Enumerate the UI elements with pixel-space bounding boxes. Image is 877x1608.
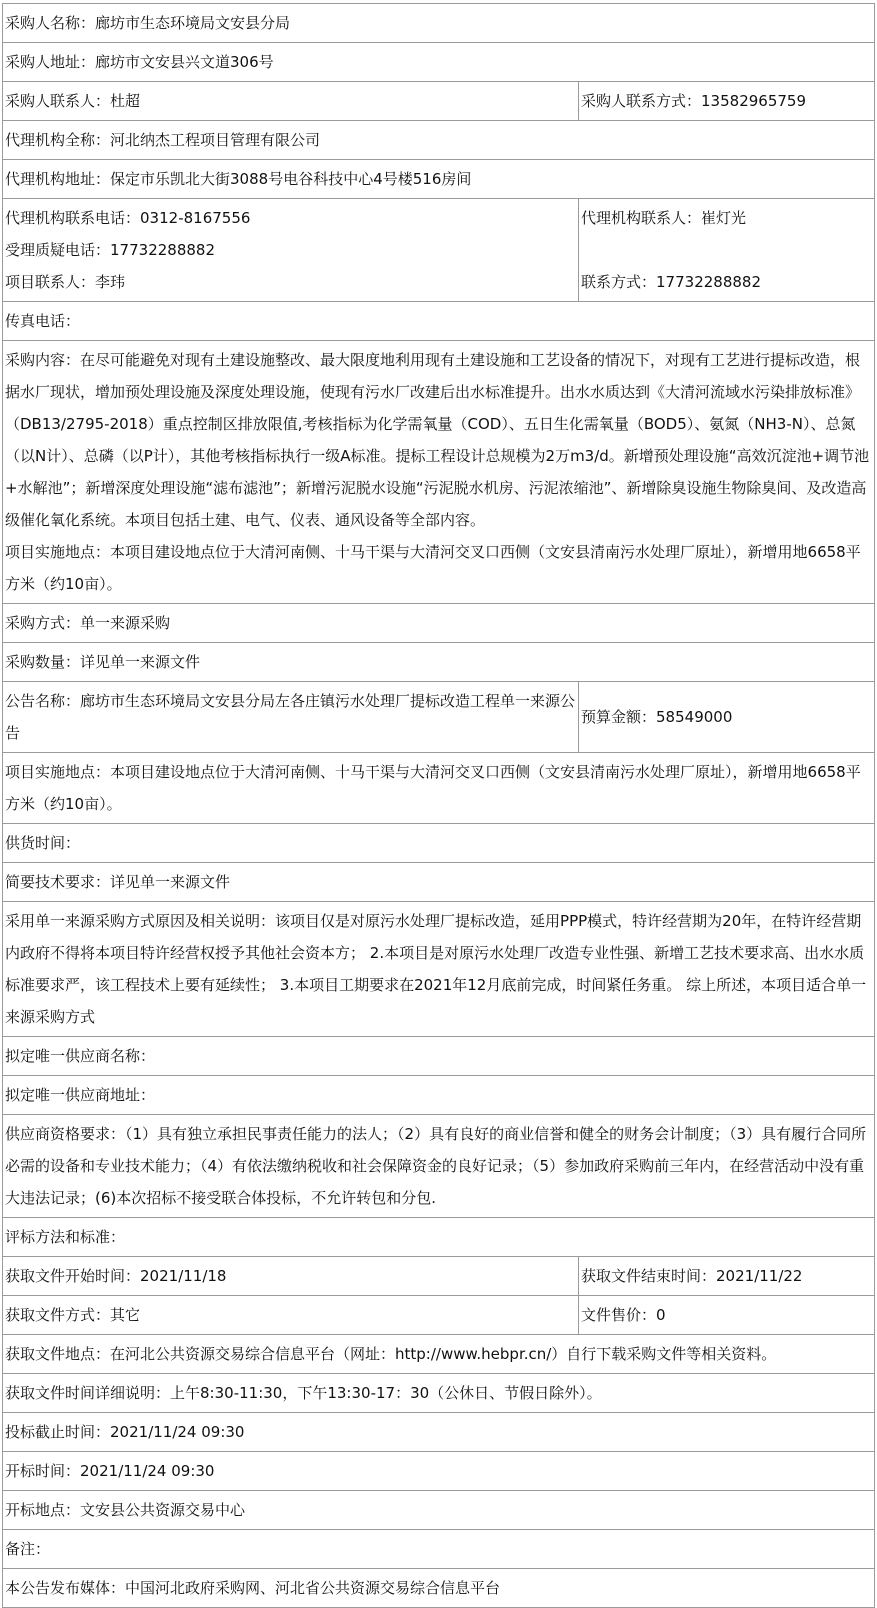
row-purchaser-name xyxy=(3,4,875,43)
purchaser-phone-cell xyxy=(579,82,875,121)
purchaser-phone-value: 13582965759 xyxy=(701,92,806,110)
doc-time-detail-label: 获取文件时间详细说明： xyxy=(5,1384,171,1402)
media-label: 本公告发布媒体： xyxy=(5,1579,126,1597)
site-2-cell xyxy=(3,753,875,824)
bid-open-time-value: 2021/11/24 09:30 xyxy=(80,1462,215,1480)
project-contact-line xyxy=(5,266,576,298)
qualification-label: 供应商资格要求： xyxy=(5,1125,126,1143)
bid-open-place-value: 文安县公共资源交易中心 xyxy=(80,1501,246,1519)
agency-phone-line xyxy=(5,202,576,234)
media-cell xyxy=(3,1569,875,1608)
content-label: 采购内容： xyxy=(5,351,81,369)
bid-open-time-cell xyxy=(3,1452,875,1491)
row-doc-start xyxy=(3,1257,875,1296)
doc-end-value: 2021/11/22 xyxy=(716,1267,803,1285)
agency-address-label: 代理机构地址： xyxy=(5,170,111,188)
bid-deadline-label: 投标截止时间： xyxy=(5,1423,111,1441)
row-purchaser-address xyxy=(3,43,875,82)
doc-start-cell xyxy=(3,1257,579,1296)
method-value: 单一来源采购 xyxy=(80,614,171,632)
supplier-name-label: 拟定唯一供应商名称： xyxy=(5,1047,156,1065)
notice-name-cell xyxy=(3,682,579,753)
row-doc-time-detail xyxy=(3,1374,875,1413)
row-bid-deadline xyxy=(3,1413,875,1452)
project-contact-label: 项目联系人： xyxy=(5,273,96,291)
notice-name-value: 廊坊市生态环境局文安县分局左各庄镇污水处理厂提标改造工程单一来源公告 xyxy=(5,692,576,742)
doc-time-detail-cell xyxy=(3,1374,875,1413)
doc-method-label: 获取文件方式： xyxy=(5,1306,111,1324)
bid-open-time-label: 开标时间： xyxy=(5,1462,81,1480)
empty-line xyxy=(581,234,872,266)
row-notice-name xyxy=(3,682,875,753)
doc-price-label: 文件售价： xyxy=(581,1306,657,1324)
doc-end-label: 获取文件结束时间： xyxy=(581,1267,717,1285)
supply-time-cell xyxy=(3,824,875,863)
agency-address-cell xyxy=(3,160,875,199)
complaint-phone-line xyxy=(5,234,576,266)
row-tech-req xyxy=(3,863,875,902)
row-evaluation xyxy=(3,1218,875,1257)
doc-price-value: 0 xyxy=(656,1306,666,1324)
agency-phone-cell xyxy=(3,199,579,302)
doc-place-cell xyxy=(3,1335,875,1374)
row-purchaser-contact xyxy=(3,82,875,121)
agency-phone-label: 代理机构联系电话： xyxy=(5,209,141,227)
media-value: 中国河北政府采购网、河北省公共资源交易综合信息平台 xyxy=(125,1579,501,1597)
bid-open-place-cell xyxy=(3,1491,875,1530)
agency-name-label: 代理机构全称： xyxy=(5,131,111,149)
tech-req-label: 简要技术要求： xyxy=(5,873,111,891)
reason-value: 该项目仅是对原污水处理厂提标改造，延用PPP模式，特许经营期为20年，在特许经营期内政府不得将本项目特许经营权授予其他社会资本方； 2.本项目是对原污水处理厂改造专业性强、新增工艺技术要求高、出水水质标准要求严，该工程技术上要有延续性； 3.本项目工期要求在2021年12月底前完成，时间紧任务重。 综上所述，本项目适合单一来源采购方式 xyxy=(5,912,867,1026)
reason-cell xyxy=(3,902,875,1037)
complaint-phone-label: 受理质疑电话： xyxy=(5,241,111,259)
purchaser-contact-cell xyxy=(3,82,579,121)
doc-price-cell xyxy=(579,1296,875,1335)
purchaser-contact-value: 杜超 xyxy=(110,92,141,110)
row-qualification xyxy=(3,1115,875,1218)
quantity-value: 详见单一来源文件 xyxy=(80,653,201,671)
purchaser-contact-label: 采购人联系人： xyxy=(5,92,111,110)
budget-value: 58549000 xyxy=(656,708,733,726)
procurement-notice-table xyxy=(2,3,875,1608)
site-1-label: 项目实施地点： xyxy=(5,543,111,561)
complaint-phone-value: 17732288882 xyxy=(110,241,215,259)
row-media xyxy=(3,1569,875,1608)
purchaser-name-value: 廊坊市生态环境局文安县分局 xyxy=(95,14,291,32)
row-content xyxy=(3,341,875,604)
content-block xyxy=(5,344,872,536)
row-quantity xyxy=(3,643,875,682)
doc-method-cell xyxy=(3,1296,579,1335)
agency-phone-value: 0312-8167556 xyxy=(140,209,251,227)
agency-contact-line xyxy=(581,202,872,234)
project-phone-value: 17732288882 xyxy=(656,273,761,291)
agency-address-value: 保定市乐凯北大街3088号电谷科技中心4号楼516房间 xyxy=(110,170,472,188)
row-doc-place xyxy=(3,1335,875,1374)
supplier-address-label: 拟定唯一供应商地址： xyxy=(5,1086,156,1104)
purchaser-address-value: 廊坊市文安县兴文道306号 xyxy=(95,53,274,71)
reason-label: 采用单一来源采购方式原因及相关说明： xyxy=(5,912,276,930)
row-supplier-address xyxy=(3,1076,875,1115)
project-contact-value: 李玮 xyxy=(95,273,126,291)
site-2-label: 项目实施地点： xyxy=(5,763,111,781)
agency-name-cell xyxy=(3,121,875,160)
supply-time-label: 供货时间： xyxy=(5,834,81,852)
purchaser-address-cell xyxy=(3,43,875,82)
doc-start-label: 获取文件开始时间： xyxy=(5,1267,141,1285)
agency-contact-label: 代理机构联系人： xyxy=(581,209,702,227)
row-doc-method xyxy=(3,1296,875,1335)
remarks-label: 备注： xyxy=(5,1540,51,1558)
row-agency-name xyxy=(3,121,875,160)
row-remarks xyxy=(3,1530,875,1569)
quantity-label: 采购数量： xyxy=(5,653,81,671)
row-agency-address xyxy=(3,160,875,199)
method-cell xyxy=(3,604,875,643)
row-supply-time xyxy=(3,824,875,863)
purchaser-name-cell xyxy=(3,4,875,43)
content-cell xyxy=(3,341,875,604)
bid-deadline-cell xyxy=(3,1413,875,1452)
project-phone-line xyxy=(581,266,872,298)
row-bid-open-place xyxy=(3,1491,875,1530)
row-supplier-name xyxy=(3,1037,875,1076)
bid-deadline-value: 2021/11/24 09:30 xyxy=(110,1423,245,1441)
bid-open-place-label: 开标地点： xyxy=(5,1501,81,1519)
fax-label: 传真电话： xyxy=(5,312,81,330)
row-bid-open-time xyxy=(3,1452,875,1491)
doc-place-label: 获取文件地点： xyxy=(5,1345,111,1363)
row-site-2 xyxy=(3,753,875,824)
doc-method-value: 其它 xyxy=(110,1306,141,1324)
budget-cell xyxy=(579,682,875,753)
row-reason xyxy=(3,902,875,1037)
doc-start-value: 2021/11/18 xyxy=(140,1267,227,1285)
supplier-address-cell xyxy=(3,1076,875,1115)
method-label: 采购方式： xyxy=(5,614,81,632)
row-method xyxy=(3,604,875,643)
agency-contact-value: 崔灯光 xyxy=(701,209,747,227)
doc-time-detail-value: 上午8:30-11:30，下午13:30-17：30（公休日、节假日除外）。 xyxy=(170,1384,602,1402)
row-fax xyxy=(3,302,875,341)
qualification-cell xyxy=(3,1115,875,1218)
evaluation-cell xyxy=(3,1218,875,1257)
notice-name-label: 公告名称： xyxy=(5,692,81,710)
fax-cell xyxy=(3,302,875,341)
tech-req-value: 详见单一来源文件 xyxy=(110,873,231,891)
agency-name-value: 河北纳杰工程项目管理有限公司 xyxy=(110,131,321,149)
agency-contact-cell xyxy=(579,199,875,302)
doc-place-value: 在河北公共资源交易综合信息平台（网址：http://www.hebpr.cn/）自行下载采购文件等相关资料。 xyxy=(110,1345,777,1363)
row-agency-phone xyxy=(3,199,875,302)
supplier-name-cell xyxy=(3,1037,875,1076)
purchaser-address-label: 采购人地址： xyxy=(5,53,96,71)
qualification-value: （1）具有独立承担民事责任能力的法人；（2）具有良好的商业信誉和健全的财务会计制度；（3）具有履行合同所必需的设备和专业技术能力；（4）有依法缴纳税收和社会保障资金的良好记录；（5）参加政府采购前三年内，在经营活动中没有重大违法记录；(6)本次招标不接受联合体投标，不允许转包和分包. xyxy=(5,1125,867,1207)
evaluation-label: 评标方法和标准： xyxy=(5,1228,126,1246)
site-2-value: 本项目建设地点位于大清河南侧、十马干渠与大清河交叉口西侧（文安县清南污水处理厂原址），新增用地6658平方米（约10亩）。 xyxy=(5,763,861,813)
site-1-block xyxy=(5,536,872,600)
site-1-value: 本项目建设地点位于大清河南侧、十马干渠与大清河交叉口西侧（文安县清南污水处理厂原址），新增用地6658平方米（约10亩）。 xyxy=(5,543,861,593)
purchaser-name-label: 采购人名称： xyxy=(5,14,96,32)
purchaser-phone-label: 采购人联系方式： xyxy=(581,92,702,110)
quantity-cell xyxy=(3,643,875,682)
tech-req-cell xyxy=(3,863,875,902)
budget-label: 预算金额： xyxy=(581,708,657,726)
doc-end-cell xyxy=(579,1257,875,1296)
project-phone-label: 联系方式： xyxy=(581,273,657,291)
remarks-cell xyxy=(3,1530,875,1569)
content-value: 在尽可能避免对现有土建设施整改、最大限度地利用现有土建设施和工艺设备的情况下，对现有工艺进行提标改造，根据水厂现状，增加预处理设施及深度处理设施，使现有污水厂改建后出水标准提升。出水水质达到《大清河流域水污染排放标准》（DB13/2795-2018）重点控制区排放限值,考核指标为化学需氧量（COD）、五日生化需氧量（BOD5）、氨氮（NH3-N）、总氮（以N计）、总磷（以P计），其他考核指标执行一级A标准。提标工程设计总规模为2万m3/d。新增预处理设施“高效沉淀池+调节池+水解池”；新增深度处理设施“滤布滤池”；新增污泥脱水设施“污泥脱水机房、污泥浓缩池”、新增除臭设施生物除臭间、及改造高级催化氧化系统。本项目包括土建、电气、仪表、通风设备等全部内容。 xyxy=(5,351,870,529)
